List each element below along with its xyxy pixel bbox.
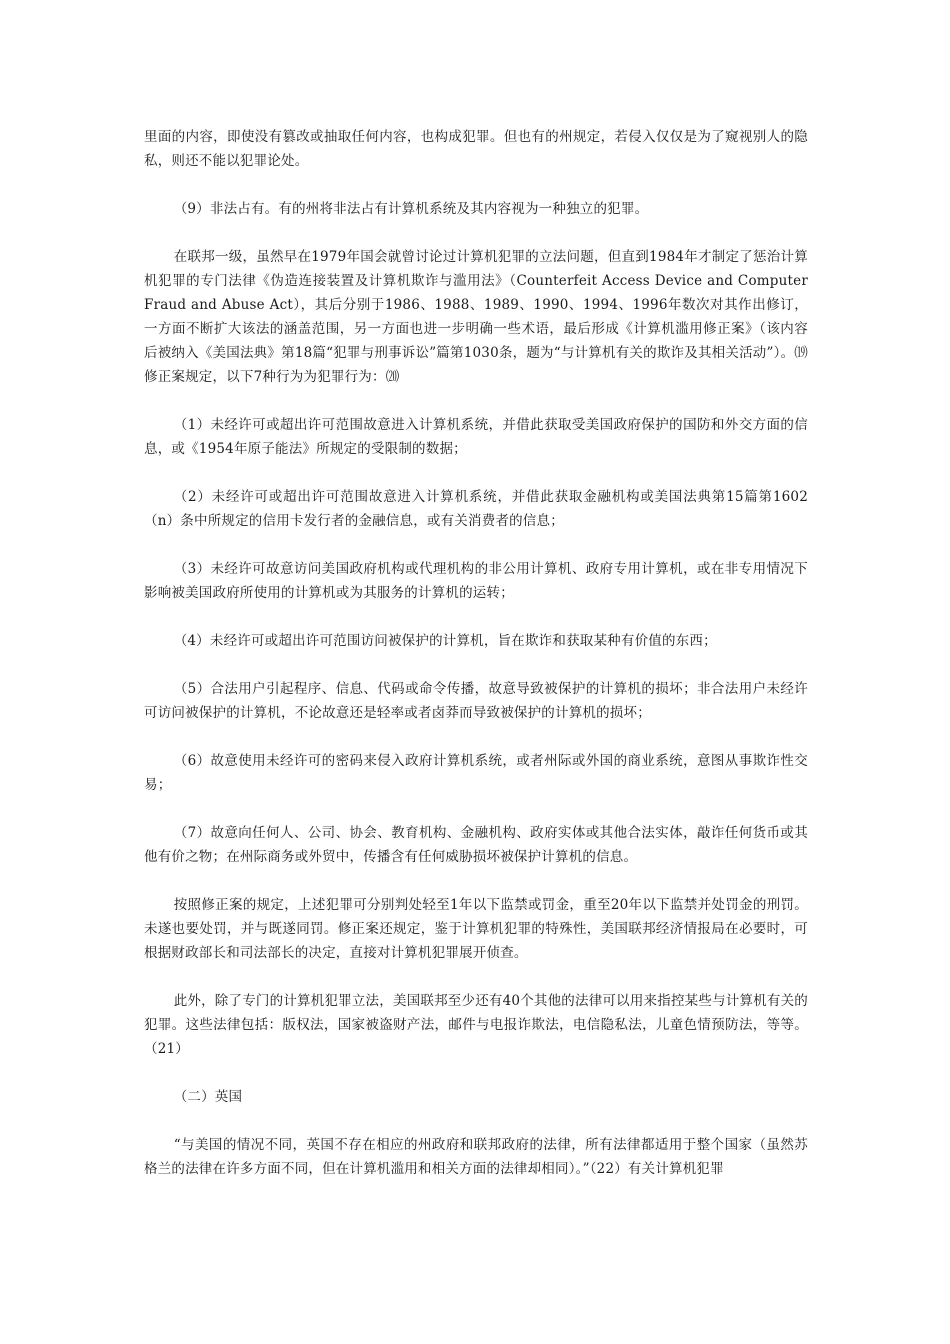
document-body xyxy=(144,125,808,1181)
paragraph-item-9: （9）非法占有。有的州将非法占有计算机系统及其内容视为一种独立的犯罪。 xyxy=(173,201,649,217)
paragraph-offense-6: （6）故意使用未经许可的密码来侵入政府计算机系统，或者州际或外国的商业系统，意图从事欺诈性交易； xyxy=(144,753,808,793)
section-heading-uk: （二）英国 xyxy=(173,1089,243,1105)
paragraph-uk-intro: “与美国的情况不同，英国不存在相应的州政府和联邦政府的法律，所有法律都适用于整个国家（虽然苏格兰的法律在许多方面不同，但在计算机滥用和相关方面的法律却相同）。”（22）有关计算机犯罪 xyxy=(144,1137,808,1177)
paragraph-offense-2: （2）未经许可或超出许可范围故意进入计算机系统，并借此获取金融机构或美国法典第15篇第1602（n）条中所规定的信用卡发行者的金融信息，或有关消费者的信息； xyxy=(144,489,808,529)
paragraph-offense-5: （5）合法用户引起程序、信息、代码或命令传播，故意导致被保护的计算机的损坏；非合法用户未经许可访问被保护的计算机，不论故意还是轻率或者卤莽而导致被保护的计算机的损坏； xyxy=(144,681,808,721)
paragraph-federal-law: 在联邦一级，虽然早在1979年国会就曾讨论过计算机犯罪的立法问题，但直到1984年才制定了惩治计算机犯罪的专门法律《伪造连接装置及计算机欺诈与滥用法》（Counterfeit Access Device and Computer Fraud and Abuse Act），其后分别于1986、1988、1989、1990、1994、1996年数次对其作出修订，一方面不断扩大该法的涵盖范围，另一方面也进一步明确一些术语，最后形成《计算机滥用修正案》（该内容后被纳入《美国法典》第18篇“犯罪与刑事诉讼”篇第1030条，题为“与计算机有关的欺诈及其相关活动”）。⒆修正案规定，以下7种行为为犯罪行为：⒇ xyxy=(144,249,808,385)
paragraph-offense-3: （3）未经许可故意访问美国政府机构或代理机构的非公用计算机、政府专用计算机，或在非专用情况下影响被美国政府所使用的计算机或为其服务的计算机的运转； xyxy=(144,561,808,601)
paragraph-offense-1: （1）未经许可或超出许可范围故意进入计算机系统，并借此获取受美国政府保护的国防和外交方面的信息，或《1954年原子能法》所规定的受限制的数据； xyxy=(144,417,808,457)
paragraph-continuation: 里面的内容，即使没有篡改或抽取任何内容，也构成犯罪。但也有的州规定，若侵入仅仅是为了窥视别人的隐私，则还不能以犯罪论处。 xyxy=(144,129,808,169)
paragraph-penalties: 按照修正案的规定，上述犯罪可分别判处轻至1年以下监禁或罚金，重至20年以下监禁并处罚金的刑罚。未遂也要处罚，并与既遂同罚。修正案还规定，鉴于计算机犯罪的特殊性，美国联邦经济情报局在必要时，可根据财政部长和司法部长的决定，直接对计算机犯罪展开侦查。 xyxy=(144,897,808,961)
paragraph-offense-7: （7）故意向任何人、公司、协会、教育机构、金融机构、政府实体或其他合法实体，敲诈任何货币或其他有价之物；在州际商务或外贸中，传播含有任何威胁损坏被保护计算机的信息。 xyxy=(144,825,808,865)
paragraph-other-laws: 此外，除了专门的计算机犯罪立法，美国联邦至少还有40个其他的法律可以用来指控某些与计算机有关的犯罪。这些法律包括：版权法，国家被盗财产法，邮件与电报诈欺法，电信隐私法，儿童色情预防法，等等。（21） xyxy=(144,993,808,1057)
paragraph-offense-4: （4）未经许可或超出许可范围访问被保护的计算机，旨在欺诈和获取某种有价值的东西； xyxy=(173,633,717,649)
